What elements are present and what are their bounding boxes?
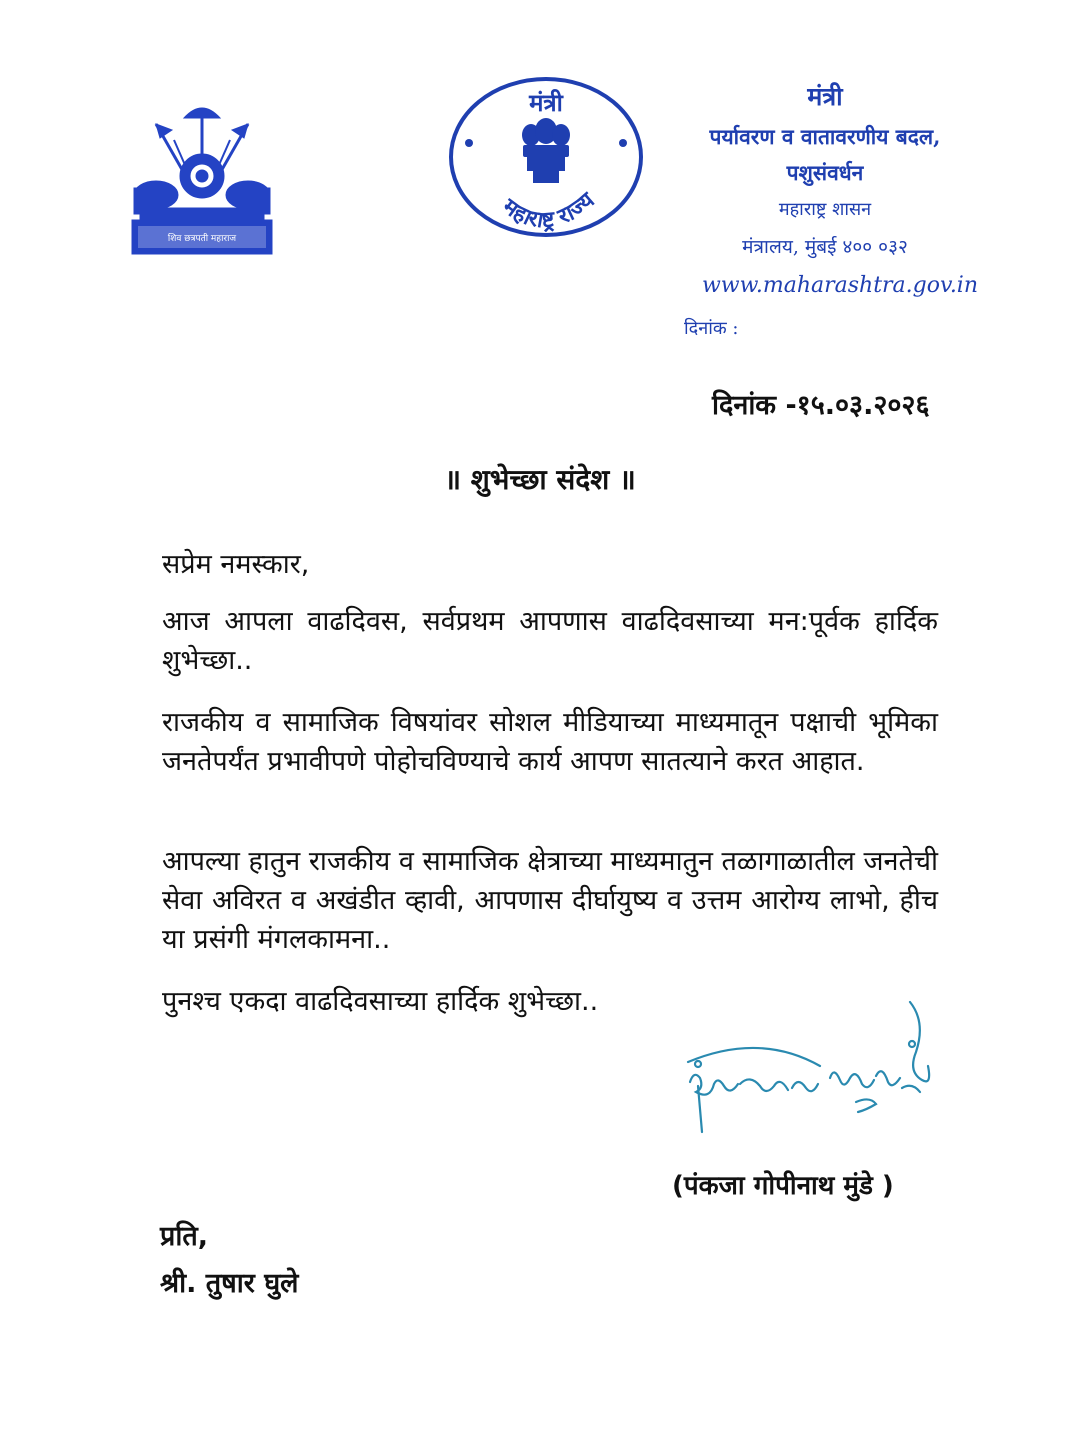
minister-title: मंत्री — [807, 82, 843, 111]
paragraph-3: आपल्या हातुन राजकीय व सामाजिक क्षेत्राच्या माध्यमातुन तळागाळातील जनतेची सेवा अविरत व अखंडीत व्हावी, आपणास दीर्घायुष्य व उत्तम आरोग्य लाभो, हीच या प्रसंगी मंगलकामना.. — [162, 846, 938, 955]
signatory-name: (पंकजा गोपीनाथ मुंडे ) — [672, 1171, 894, 1201]
handwritten-signature — [680, 992, 950, 1162]
ashoka-emblem-icon — [522, 118, 570, 183]
closing-wishes: पुनश्च एकदा वाढदिवसाच्या हार्दिक शुभेच्छा.. — [162, 986, 599, 1017]
seal-top-text: मंत्री — [529, 89, 563, 117]
royal-emblem-logo — [126, 100, 278, 258]
salutation: सप्रेम नमस्कार, — [162, 549, 310, 580]
minister-seal — [447, 75, 645, 240]
letterhead-date-label: दिनांक : — [684, 318, 739, 339]
seal-bottom-text: महाराष्ट्र राज्य — [497, 188, 600, 234]
paragraph-1: आज आपला वाढदिवस, सर्वप्रथम आपणास वाढदिवसाच्या मन:पूर्वक हार्दिक शुभेच्छा.. — [162, 606, 938, 676]
government-name: महाराष्ट्र शासन — [778, 199, 872, 221]
letter-date: दिनांक -१५.०३.२०२६ — [712, 390, 930, 421]
recipient-label: प्रति, — [160, 1221, 209, 1252]
letter-heading: ॥ शुभेच्छा संदेश ॥ — [444, 463, 636, 496]
department-line-1: पर्यावरण व वातावरणीय बदल, — [709, 124, 941, 149]
emblem-motto: शिव छत्रपती महाराज — [167, 234, 237, 244]
website-link[interactable]: www.maharashtra.gov.in — [701, 272, 979, 298]
department-line-2: पशुसंवर्धन — [786, 160, 864, 186]
letterhead-details — [640, 82, 1010, 299]
office-address: मंत्रालय, मुंबई ४०० ०३२ — [742, 235, 908, 258]
recipient-name: श्री. तुषार घुले — [160, 1268, 299, 1299]
paragraph-2: राजकीय व सामाजिक विषयांवर सोशल मीडियाच्या माध्यमातून पक्षाची भूमिका जनतेपर्यंत प्रभावीपणे पोहोचविण्याचे कार्य आपण सातत्याने करत आहात. — [162, 707, 938, 777]
